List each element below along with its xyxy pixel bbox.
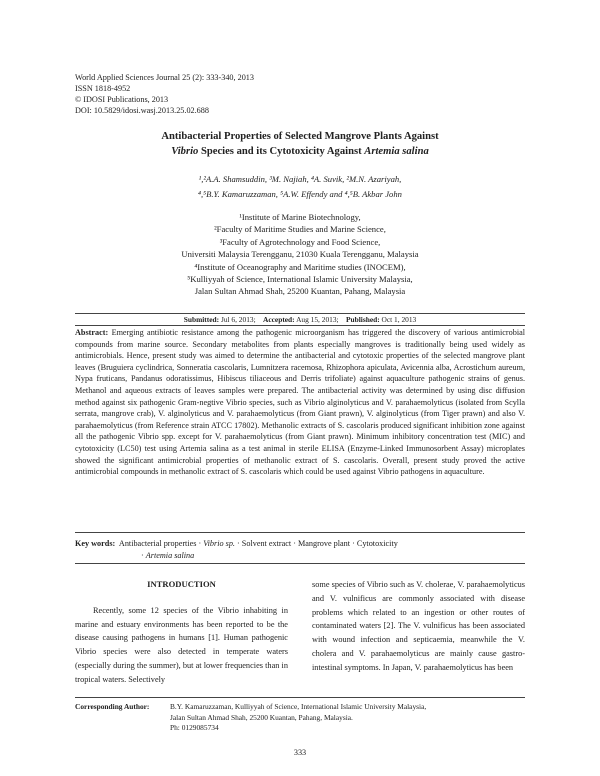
author-list [60,172,540,202]
abstract-text: Emerging antibiotic resistance among the pathogenic microorganism has triggered the discovery of various antimicrobial compounds from marine source. Secondary metabolites from plants especially mangroves is traditionally being used widely as antimicrobials. Hence, present study was aimed to determine the antibacterial and cytotoxic properties of the selected mangrove plant leaves (Bruguiera cyclindrica, Sonneratia cascolaris, Lumnitzera racemosa, Rhizophora apiculata, Avicennia alba, Acrostichum aureum, Nypa fruticans, Pandanus odoratissimus, Hibiscus tiliaceous and Derris trifoliate) against aquaculture pathogenic strains of genus. Methanol and aqueous extracts of leaves samples were prepared. The antibacterial activity was determined by using disc diffusion method against six pathogenic Gram-negtive Vibrio species, such as Vibrio alginolyticus and V. parahaemolyticus (isolated from Scylla serrata, mangrove crab), V. alginolyticus and V. parahaemolyticus (from Giant prawn), V. alginolyticus (from Tiger prawn) and also V. parahaemolyticus (from Reference strain ATCC 17802). Methanolic extracts of S. cascolaris produced significant inhibition zone against all the pathogenic Vibrio spp. except for V. parahaemolyticus (from Giant prawn). Minimum inhibitory concentration test (MIC) and cytotoxicity (LC50) test using Artemia salina as a test animal in sterile ELISA (Enzyme-Linked Immunosorbent Assay) microplates showed the significant antimicrobial properties of methanolic extract of S. cascolaris. Overall, present study proved the active antimicrobial compounds in methanolic extract of S. cascolaris which could be used against Vibrio pathogens in aquaculture. [75,328,526,477]
authors-line-2: ⁴,⁵B.Y. Kamaruzzaman, ⁵A.W. Effendy and ⁴,⁵B. Akbar John [198,189,402,199]
affiliations [60,211,540,298]
affiliation-line: ⁵Kulliyyah of Science, International Islamic University Malaysia, [187,274,413,285]
keyword: Artemia salina [145,550,195,560]
affiliation-line: ³Faculty of Agrotechnology and Food Science, [219,236,381,247]
paper-title [60,129,540,159]
keywords-top-rule [75,532,525,533]
keyword: Vibrio sp. [203,539,235,548]
body-column-left [75,578,288,687]
keyword: Solvent extract [241,539,292,548]
corresponding-label: Corresponding Author: [75,702,150,711]
journal-header [75,72,254,116]
title-artemia: Artemia salina [364,146,429,157]
dates-top-rule [75,313,525,314]
corresponding-line-2: Jalan Sultan Ahmad Shah, 25200 Kuantan, Pahang, Malaysia. [170,712,353,722]
accepted-date: Aug 15, 2013; [296,315,339,324]
keywords-line-2: · Artemia salina [141,550,195,560]
submitted-date: Jul 6, 2013; [220,315,256,324]
intro-paragraph-left: Recently, some 12 species of the Vibrio inhabiting in marine and estuary environments has been reported to be the disease causing pathogens in humans [1]. Human pathogenic Vibrio species were also detected in temperate waters (especially during the summer), but at lower frequencies than in tropical waters. Selectively [75,605,288,684]
abstract [75,327,525,478]
keyword: Antibacterial properties [118,539,197,548]
title-mid: Species and its Cytotoxicity Against [198,146,365,157]
section-heading-introduction: INTRODUCTION [147,579,216,589]
published-date: Oct 1, 2013 [381,315,417,324]
keywords-bottom-rule [75,563,525,564]
affiliation-line: Universiti Malaysia Terengganu, 21030 Kuala Terengganu, Malaysia [181,249,419,260]
keywords-label: Key words: [75,539,116,548]
journal-doi[interactable]: DOI: 10.5829/idosi.wasj.2013.25.02.688 [75,106,209,115]
affiliation-line: Jalan Sultan Ahmad Shah, 25200 Kuantan, Pahang, Malaysia [194,286,406,297]
journal-copyright: © IDOSI Publications, 2013 [75,95,169,104]
authors-line-1: ¹,²A.A. Shamsuddin, ³M. Najiah, ⁴A. Suvik, ²M.N. Azariyah, [198,174,402,184]
title-line-1: Antibacterial Properties of Selected Mangrove Plants Against [161,131,439,142]
body-column-right [312,578,525,675]
dates-bottom-rule [75,325,525,326]
affiliation-line: ²Faculty of Maritime Studies and Marine Science, [214,224,386,235]
title-vibrio: Vibrio [171,146,199,157]
corresponding-line-1: B.Y. Kamaruzzaman, Kulliyyah of Science, International Islamic University Malaysia, [170,702,427,711]
journal-citation: World Applied Sciences Journal 25 (2): 333-340, 2013 [75,73,254,82]
published-label: Published: [345,315,380,324]
page-number: 333 [293,748,307,757]
abstract-label: Abstract: [75,328,109,337]
footnote-rule [75,697,525,698]
affiliation-line: ¹Institute of Marine Biotechnology, [239,212,361,222]
submitted-label: Submitted: [183,315,220,324]
intro-paragraph-right: some species of Vibrio such as V. cholerae, V. parahaemolyticus and V. vulnificus are commonly associated with disease problems which related to an ingestion or other routes of contaminated waters [2]. The V. vulnificus has been associated with wound infection and septicaemia, meanwhile the V. cholera and V. parahaemolyticus are mainly cause gastro-intestinal symptoms. In Japan, V. parahaemolyticus has been [312,580,525,672]
affiliation-line: ⁴Institute of Oceanography and Maritime studies (INOCEM), [194,261,406,272]
corresponding-line-3: Ph: 0129085734 [170,723,219,733]
keywords: Key words: Antibacterial properties · Vibrio sp. · Solvent extract · Mangrove plant · Cytotoxicity · Artemia salina [75,538,525,561]
title-line-2 [60,144,540,159]
corresponding-details [170,702,426,734]
publication-dates [60,315,540,324]
keyword: Mangrove plant [297,539,351,548]
accepted-label: Accepted: [263,315,295,324]
keyword: Cytotoxicity [356,539,398,548]
journal-issn: ISSN 1818-4952 [75,84,131,93]
corresponding-author [75,702,426,734]
